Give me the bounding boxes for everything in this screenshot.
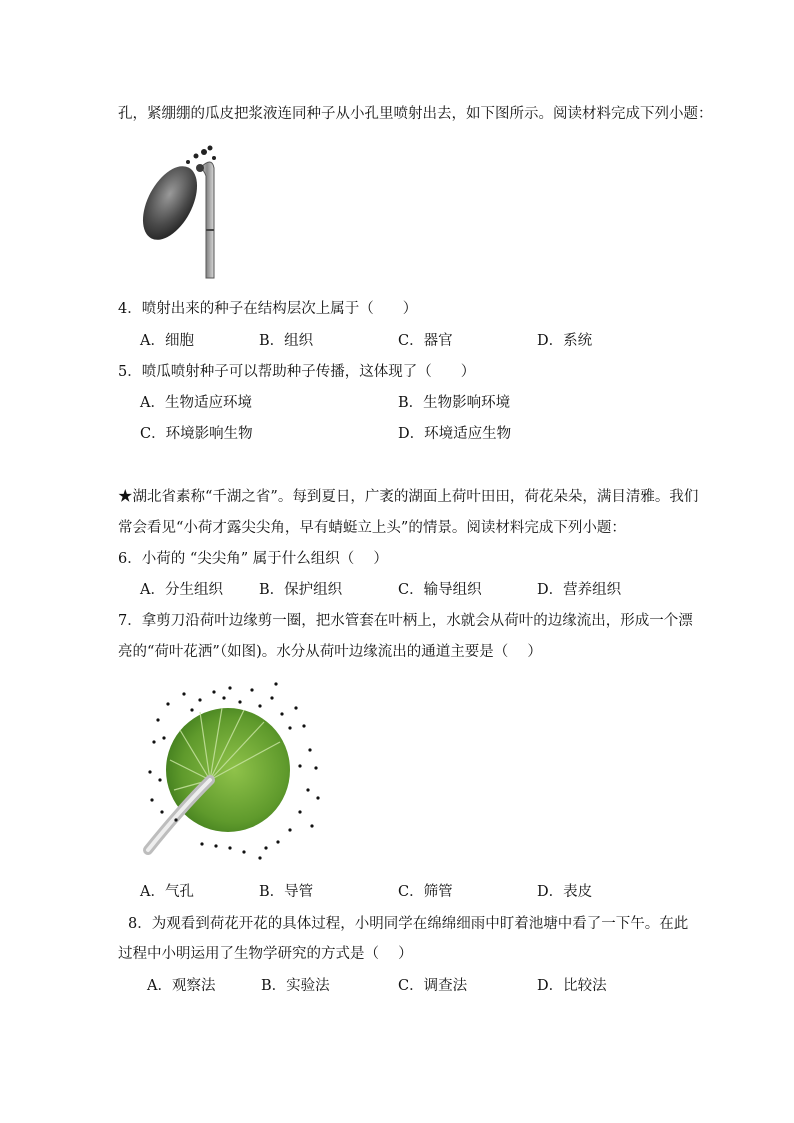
q5-option-c[interactable]: C．环境影响生物 <box>140 426 253 442</box>
q6-option-d[interactable]: D．营养组织 <box>537 582 622 598</box>
lotus-leaf-shower-image <box>140 680 330 870</box>
question-4-stem: 4．喷射出来的种子在结构层次上属于（ ） <box>118 301 418 317</box>
question-8-stem-line1: 8．为观看到荷花开花的具体过程，小明同学在绵绵细雨中盯着池塘中看了一下午。在此 <box>128 916 689 932</box>
q6-option-b[interactable]: B．保护组织 <box>259 582 343 598</box>
q8-option-a[interactable]: A．观察法 <box>147 978 216 994</box>
q5-option-a[interactable]: A．生物适应环境 <box>140 395 252 411</box>
q5-option-d[interactable]: D．环境适应生物 <box>398 426 512 442</box>
q7-option-a[interactable]: A．气孔 <box>140 884 194 900</box>
q4-option-b[interactable]: B．组织 <box>259 333 314 349</box>
question-8-stem-line2: 过程中小明运用了生物学研究的方式是（ ） <box>118 946 413 962</box>
question-7-stem-line2: 亮的“荷叶花洒”（如图)。水分从荷叶边缘流出的通道主要是（ ） <box>118 644 542 660</box>
q7-option-d[interactable]: D．表皮 <box>537 884 593 900</box>
q4-option-a[interactable]: A．细胞 <box>140 333 194 349</box>
q8-option-c[interactable]: C．调查法 <box>398 978 468 994</box>
q7-option-c[interactable]: C．筛管 <box>398 884 453 900</box>
q8-option-b[interactable]: B．实验法 <box>261 978 330 994</box>
q6-option-a[interactable]: A．分生组织 <box>140 582 223 598</box>
intro-text-lotus-line2: 常会看见“小荷才露尖尖角，早有蜻蜓立上头”的情景。阅读材料完成下列小题： <box>118 520 626 536</box>
q4-option-d[interactable]: D．系统 <box>537 333 593 349</box>
q5-option-b[interactable]: B．生物影响环境 <box>398 395 511 411</box>
question-7-stem-line1: 7．拿剪刀沿荷叶边缘剪一圈，把水管套在叶柄上，水就会从荷叶的边缘流出，形成一个漂 <box>118 613 693 629</box>
q7-option-b[interactable]: B．导管 <box>259 884 314 900</box>
q6-option-c[interactable]: C．输导组织 <box>398 582 482 598</box>
q4-option-c[interactable]: C．器官 <box>398 333 453 349</box>
q8-option-d[interactable]: D．比较法 <box>537 978 607 994</box>
question-6-stem: 6．小荷的 “尖尖角” 属于什么组织（ ） <box>118 551 388 567</box>
intro-text-lotus-line1: ★湖北省素称“千湖之省”。每到夏日，广袤的湖面上荷叶田田，荷花朵朵，满目清雅。我们 <box>118 489 699 505</box>
question-5-stem: 5．喷瓜喷射种子可以帮助种子传播，这体现了（ ） <box>118 364 476 380</box>
squirting-cucumber-image <box>138 138 228 283</box>
intro-text-squirting-cucumber: 孔，紧绷绷的瓜皮把浆液连同种子从小孔里喷射出去，如下图所示。阅读材料完成下列小题： <box>118 106 713 122</box>
